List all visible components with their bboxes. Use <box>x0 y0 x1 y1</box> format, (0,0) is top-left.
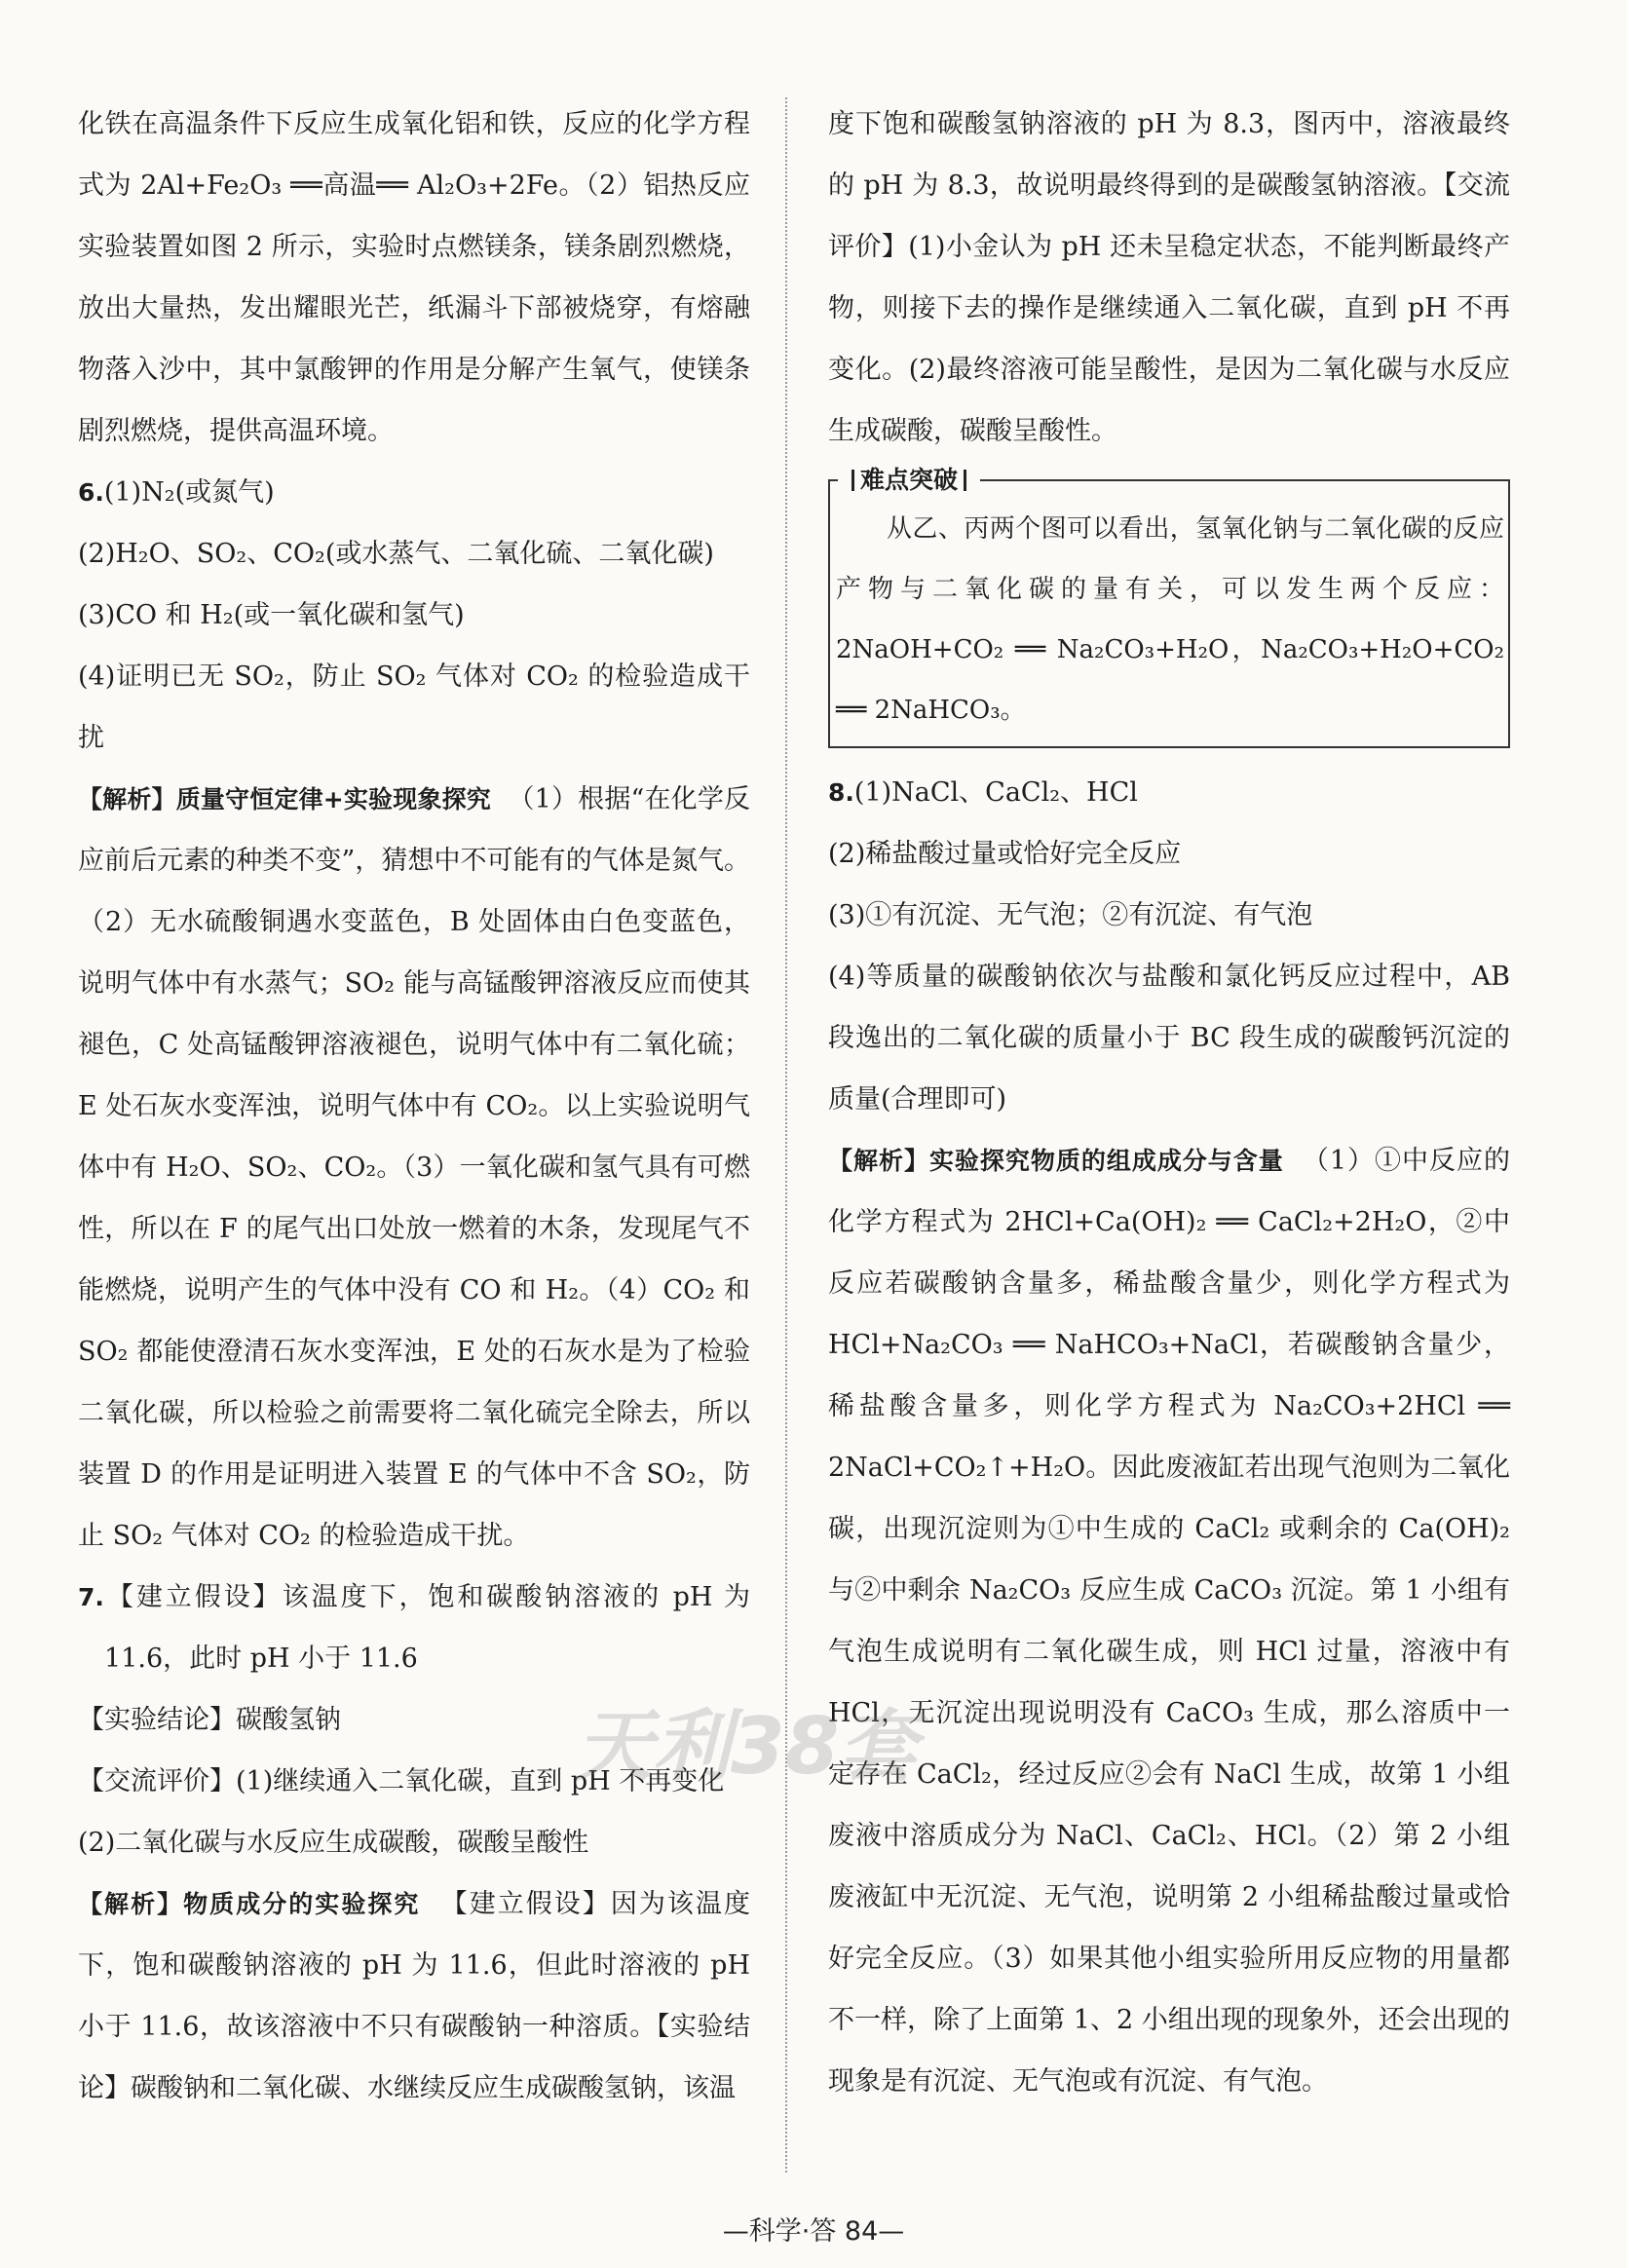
q6-analysis-text: （1）根据“在化学反应前后元素的种类不变”，猜想中不可能有的气体是氮气。（2）无水硫酸铜遇水变蓝色，B 处固体由白色变蓝色，说明气体中有水蒸气；SO₂ 能与高锰酸钾溶液反应而使其褪色，C 处高锰酸钾溶液褪色，说明气体中有二氧化硫；E 处石灰水变浑浊，说明气体中有 CO₂。以上实验说明气体中有 H₂O、SO₂、CO₂。（3）一氧化碳和氢气具有可燃性，所以在 F 的尾气出口处放一燃着的木条，发现尾气不能燃烧，说明产生的气体中没有 CO 和 H₂。（4）CO₂ 和 SO₂ 都能使澄清石灰水变浑浊，E 处的石灰水是为了检验二氧化碳，所以检验之前需要将二氧化硫完全除去，所以装置 D 的作用是证明进入装置 E 的气体中不含 SO₂，防止 SO₂ 气体对 CO₂ 的检验造成干扰。 <box>78 784 750 1551</box>
q8-analysis <box>828 1130 1510 2112</box>
q8-answer-3: (3)①有沉淀、无气泡；②有沉淀、有气泡 <box>828 900 1313 930</box>
watermark-logo <box>565 1656 955 1832</box>
difficulty-box-title-text: 难点突破 <box>860 466 959 494</box>
q7-analysis-tag: 【解析】物质成分的实验探究 <box>78 1890 421 1918</box>
paragraph-continued: 化铁在高温条件下反应生成氧化铝和铁，反应的化学方程式为 2Al+Fe₂O₃ ══高温══ Al₂O₃+2Fe。（2）铝热反应实验装置如图 2 所示，实验时点燃镁条，镁条剧烈燃烧，放出大量热，发出耀眼光芒，纸漏斗下部被烧穿，有熔融物落入沙中，其中氯酸钾的作用是分解产生氧气，使镁条剧烈燃烧，提供高温环境。 <box>78 109 750 446</box>
q7-answer-4: (2)二氧化碳与水反应生成碳酸，碳酸呈酸性 <box>78 1828 589 1858</box>
q8-answer-2: (2)稀盐酸过量或恰好完全反应 <box>828 839 1182 869</box>
column-divider <box>785 97 787 2173</box>
q8-answer-1 <box>828 762 1510 823</box>
q8-answer-4: (4)等质量的碳酸钠依次与盐酸和氯化钙反应过程中，AB 段逸出的二氧化碳的质量小于 BC 段生成的碳酸钙沉淀的质量(合理即可) <box>828 962 1510 1115</box>
q7-answer-3: 【交流评价】(1)继续通入二氧化碳，直到 pH 不再变化 <box>78 1766 725 1796</box>
q6-number: 6. <box>78 478 104 507</box>
q7-answer-1-text: 【建立假设】该温度下，饱和碳酸钠溶液的 pH 为 11.6，此时 pH 小于 11.6 <box>103 1582 750 1674</box>
q8-analysis-tag: 【解析】实验探究物质的组成成分与含量 <box>828 1147 1284 1175</box>
q6-answer-2: (2)H₂O、SO₂、CO₂(或水蒸气、二氧化硫、二氧化碳) <box>78 539 714 569</box>
q7-answer-2: 【实验结论】碳酸氢钠 <box>78 1705 341 1735</box>
page-footer: —科学·答 84— <box>722 2216 905 2247</box>
difficulty-box <box>828 466 1510 748</box>
q7-analysis <box>78 1873 750 2119</box>
q6-answer-1-text: (1)N₂(或氮气) <box>103 477 275 508</box>
q8-analysis-text: （1）①中反应的化学方程式为 2HCl+Ca(OH)₂ ══ CaCl₂+2H₂O，②中反应若碳酸钠含量多，稀盐酸含量少，则化学方程式为 HCl+Na₂CO₃ ══ NaHCO₃+NaCl，若碳酸钠含量少，稀盐酸含量多，则化学方程式为 Na₂CO₃+2HCl ══ 2NaCl+CO₂↑+H₂O。因此废液缸若出现气泡则为二氧化碳，出现沉淀则为①中生成的 CaCl₂ 或剩余的 Ca(OH)₂ 与②中剩余 Na₂CO₃ 反应生成 CaCO₃ 沉淀。第 1 小组有气泡生成说明有二氧化碳生成，则 HCl 过量，溶液中有 HCl，无沉淀出现说明没有 CaCO₃ 生成，那么溶质中一定存在 CaCl₂，经过反应②会有 NaCl 生成，故第 1 小组废液中溶质成分为 NaCl、CaCl₂、HCl。（2）第 2 小组废液缸中无沉淀、无气泡，说明第 2 小组稀盐酸过量或恰好完全反应。（3）如果其他小组实验所用反应物的用量都不一样，除了上面第 1、2 小组出现的现象外，还会出现的现象是有沉淀、无气泡或有沉淀、有气泡。 <box>828 1146 1510 2097</box>
q8-number: 8. <box>828 778 854 807</box>
q6-answer-3: (3)CO 和 H₂(或一氧化碳和氢气) <box>78 600 465 630</box>
q6-analysis <box>78 769 750 1567</box>
difficulty-box-title <box>838 464 980 497</box>
watermark-text: 天利38套 <box>575 1701 918 1792</box>
paragraph-continued-right: 度下饱和碳酸氢钠溶液的 pH 为 8.3，图丙中，溶液最终的 pH 为 8.3，故说明最终得到的是碳酸氢钠溶液。【交流评价】(1)小金认为 pH 还未呈稳定状态，不能判断最终产物，则接下去的操作是继续通入二氧化碳，直到 pH 不再变化。(2)最终溶液可能呈酸性，是因为二氧化碳与水反应生成碳酸，碳酸呈酸性。 <box>828 109 1510 446</box>
q6-analysis-tag: 【解析】质量守恒定律+实验现象探究 <box>78 785 491 813</box>
q7-number: 7. <box>78 1583 104 1611</box>
difficulty-box-text: 从乙、丙两个图可以看出，氢氧化钠与二氧化碳的反应产物与二氧化碳的量有关，可以发生两个反应：2NaOH+CO₂ ══ Na₂CO₃+H₂O，Na₂CO₃+H₂O+CO₂ ══ 2NaHCO₃。 <box>836 514 1504 725</box>
q8-answer-1-text: (1)NaCl、CaCl₂、HCl <box>853 777 1138 808</box>
q6-answer-1 <box>78 462 750 523</box>
q6-answer-4: (4)证明已无 SO₂，防止 SO₂ 气体对 CO₂ 的检验造成干扰 <box>78 662 750 753</box>
q7-analysis-text: 【建立假设】因为该温度下，饱和碳酸钠溶液的 pH 为 11.6，但此时溶液的 pH 小于 11.6，故该溶液中不只有碳酸钠一种溶质。【实验结论】碳酸钠和二氧化碳、水继续反应生成碳酸氢钠，该温 <box>78 1889 750 2103</box>
